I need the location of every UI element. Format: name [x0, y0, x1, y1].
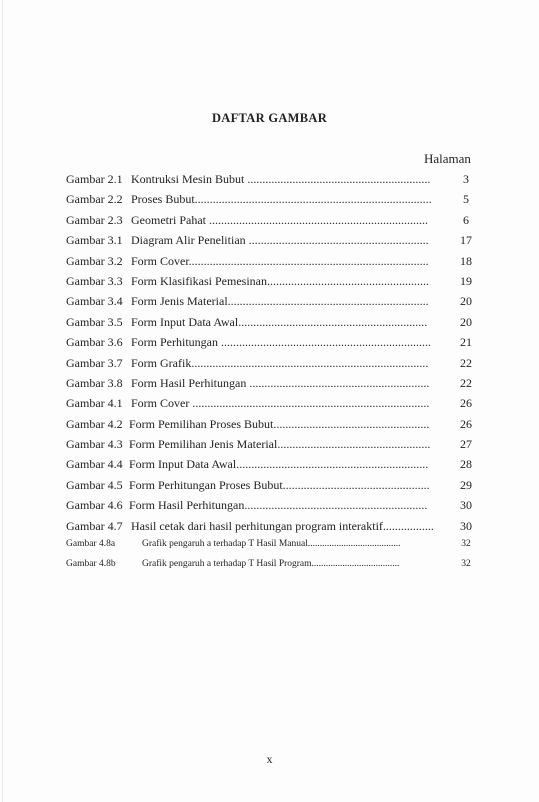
figure-label: Gambar 2.3: [66, 212, 123, 227]
figure-page-number: 20: [460, 314, 472, 329]
page-title: DAFTAR GAMBAR: [211, 111, 328, 125]
figure-label: Gambar 3.8: [66, 375, 123, 390]
figure-label: Gambar 3.3: [66, 273, 123, 288]
list-item: [66, 213, 486, 233]
figure-label: Gambar 3.6: [66, 335, 123, 350]
figure-title: Form Jenis Material...................................................................: [131, 294, 429, 309]
list-item: [66, 437, 486, 457]
list-item: [66, 315, 486, 335]
figure-page-number: 21: [460, 335, 472, 350]
list-item: [66, 335, 486, 355]
figure-title: Grafik pengaruh a terhadap T Hasil Program.....................................: [142, 559, 400, 570]
figure-page-number: 22: [460, 355, 472, 370]
figure-title: Form Input Data Awal...............................................................: [131, 314, 428, 329]
figure-title: Form Cover................................................................................: [131, 253, 429, 268]
figure-list: [66, 172, 486, 580]
figure-label: Gambar 3.2: [66, 253, 123, 268]
figure-page-number: 26: [460, 396, 472, 411]
list-item: [66, 457, 486, 477]
figure-page-number: 29: [460, 477, 472, 492]
list-item: [66, 417, 486, 437]
figure-page-number: 17: [460, 233, 472, 248]
figure-page-number: 18: [460, 253, 472, 268]
figure-title: Form Hasil Perhitungan.............................................................: [129, 498, 428, 513]
figure-label: Gambar 4.6: [66, 498, 123, 513]
figure-label: Gambar 3.5: [66, 314, 123, 329]
figure-title: Form Perhitungan Proses Bubut.................................................: [129, 477, 430, 492]
list-item: [66, 294, 486, 314]
figure-page-number: 6: [463, 212, 469, 227]
list-item: [66, 192, 486, 212]
figure-title: Grafik pengaruh a terhadap T Hasil Manual.......................................: [142, 539, 401, 550]
figure-label: Gambar 4.3: [66, 437, 123, 452]
figure-title: Form Klasifikasi Pemesinan......................................................: [131, 273, 429, 288]
figure-title: Form Perhitungan ......................................................................: [131, 335, 431, 350]
list-item: [66, 498, 486, 518]
figure-page-number: 30: [460, 518, 472, 533]
figure-page-number: 26: [460, 416, 472, 431]
figure-label: Gambar 3.4: [66, 294, 123, 309]
figure-title: Form Cover ...............................................................................: [131, 396, 430, 411]
figure-label: Gambar 4.8b: [66, 559, 116, 570]
figure-title: Diagram Alir Penelitian ............................................................: [131, 233, 429, 248]
figure-label: Gambar 4.2: [66, 416, 123, 431]
figure-label: Gambar 2.1: [66, 172, 123, 186]
figure-title: Form Pemilihan Jenis Material...................................................: [129, 437, 431, 452]
figure-page-number: 3: [463, 172, 469, 186]
list-item: [66, 396, 486, 416]
list-item: [66, 376, 486, 396]
figure-page-number: 30: [460, 498, 472, 513]
list-item: [66, 559, 486, 579]
figure-title: Form Input Data Awal................................................................: [129, 457, 429, 472]
figure-page-number: 20: [460, 294, 472, 309]
figure-label: Gambar 4.4: [66, 457, 123, 472]
figure-page-number: 27: [460, 437, 472, 452]
list-item: [66, 274, 486, 294]
figure-title: Geometri Pahat .........................................................................: [131, 212, 428, 227]
figure-page-number: 5: [463, 192, 469, 207]
figure-page-number: 19: [460, 273, 472, 288]
figure-title: Form Hasil Perhitungan ............................................................: [131, 375, 430, 390]
figure-page-number: 32: [461, 539, 471, 550]
figure-label: Gambar 3.1: [66, 233, 123, 248]
list-item: [66, 254, 486, 274]
figure-label: Gambar 4.8a: [66, 539, 116, 550]
page-number-footer: x: [266, 752, 273, 766]
figure-title: Hasil cetak dari hasil perhitungan program interaktif.................: [131, 518, 434, 533]
figure-page-number: 28: [460, 457, 472, 472]
figure-title: Proses Bubut...............................................................................: [131, 192, 432, 207]
figure-label: Gambar 4.5: [66, 477, 123, 492]
figure-label: Gambar 2.2: [66, 192, 123, 207]
list-item: [66, 356, 486, 376]
figure-label: Gambar 4.7: [66, 518, 123, 533]
figure-title: Form Pemilihan Proses Bubut....................................................: [129, 416, 430, 431]
figure-page-number: 22: [460, 375, 472, 390]
list-item: [66, 539, 486, 559]
figure-title: Kontruksi Mesin Bubut .............................................................: [131, 172, 431, 186]
list-item: [66, 233, 486, 253]
list-item: [66, 519, 486, 539]
list-item: [66, 478, 486, 498]
page-column-header: Halaman: [424, 151, 471, 166]
figure-page-number: 32: [461, 559, 471, 570]
figure-title: Form Grafik...............................................................................: [131, 355, 429, 370]
figure-label: Gambar 3.7: [66, 355, 123, 370]
list-item: [66, 172, 486, 192]
figure-label: Gambar 4.1: [66, 396, 123, 411]
